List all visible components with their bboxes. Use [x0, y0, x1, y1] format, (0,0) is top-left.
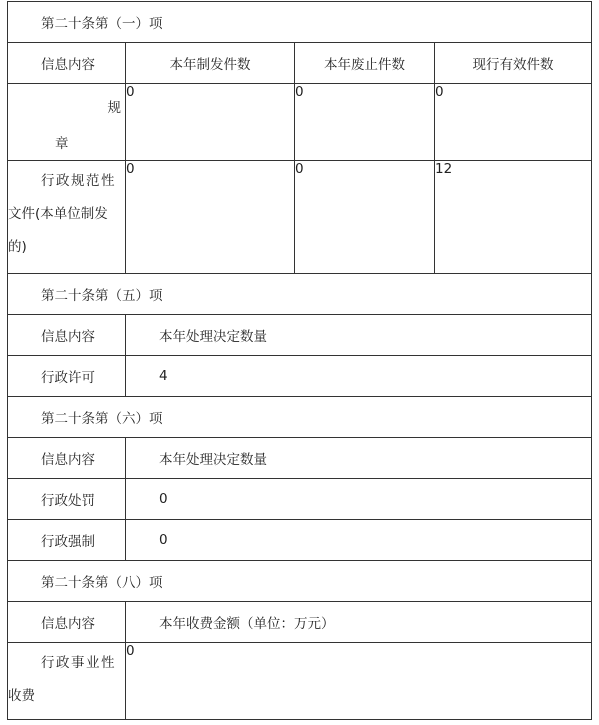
section-1-header-row — [8, 43, 592, 84]
admin-fees-value: 0 — [126, 643, 592, 720]
fees-label-line-2: 收费 — [8, 688, 35, 704]
normative-label-line-2: 文件(本单位制发 — [8, 206, 108, 222]
section-8-header-amount: 本年收费金额（单位：万元） — [126, 602, 592, 643]
section-8-title: 第二十条第（八）项 — [8, 561, 592, 602]
rules-label-part-1: 规 — [107, 100, 121, 116]
header-issued-count: 本年制发件数 — [126, 43, 295, 84]
admin-penalty-value: 0 — [126, 479, 592, 520]
section-5-title: 第二十条第（五）项 — [8, 274, 592, 315]
table-row-admin-license — [8, 356, 592, 397]
section-5-header-info: 信息内容 — [8, 315, 126, 356]
table-row-normative-docs — [8, 161, 592, 274]
fees-label-line-1: 行政事业性 — [41, 655, 116, 671]
section-6-header-row — [8, 438, 592, 479]
section-6-title: 第二十条第（六）项 — [8, 397, 592, 438]
section-5-title-row — [8, 274, 592, 315]
section-6-header-info: 信息内容 — [8, 438, 126, 479]
section-1-title-row — [8, 2, 592, 43]
rules-label-part-2: 章 — [55, 136, 69, 152]
normative-valid-value: 12 — [435, 161, 592, 274]
section-5-header-row — [8, 315, 592, 356]
normative-label-line-1: 行政规范性 — [41, 173, 116, 189]
header-repealed-count: 本年废止件数 — [295, 43, 435, 84]
normative-label-line-3: 的) — [8, 239, 27, 255]
rules-repealed-value: 0 — [295, 84, 435, 161]
table-row-admin-penalty — [8, 479, 592, 520]
disclosure-table — [7, 1, 592, 720]
section-5-header-count: 本年处理决定数量 — [126, 315, 592, 356]
row-label-admin-fees — [8, 643, 126, 720]
table-row-admin-fees — [8, 643, 592, 720]
table-row-rules — [8, 84, 592, 161]
table-row-admin-enforcement — [8, 520, 592, 561]
header-info-content: 信息内容 — [8, 43, 126, 84]
normative-issued-value: 0 — [126, 161, 295, 274]
section-8-header-info: 信息内容 — [8, 602, 126, 643]
row-label-admin-license: 行政许可 — [8, 356, 126, 397]
rules-valid-value: 0 — [435, 84, 592, 161]
section-1-title: 第二十条第（一）项 — [8, 2, 592, 43]
row-label-rules — [8, 84, 126, 161]
admin-license-value: 4 — [126, 356, 592, 397]
rules-issued-value: 0 — [126, 84, 295, 161]
row-label-admin-enforcement: 行政强制 — [8, 520, 126, 561]
section-8-header-row — [8, 602, 592, 643]
section-6-header-count: 本年处理决定数量 — [126, 438, 592, 479]
row-label-admin-penalty: 行政处罚 — [8, 479, 126, 520]
admin-enforcement-value: 0 — [126, 520, 592, 561]
header-valid-count: 现行有效件数 — [435, 43, 592, 84]
section-6-title-row — [8, 397, 592, 438]
normative-repealed-value: 0 — [295, 161, 435, 274]
section-8-title-row — [8, 561, 592, 602]
row-label-normative-docs — [8, 161, 126, 274]
